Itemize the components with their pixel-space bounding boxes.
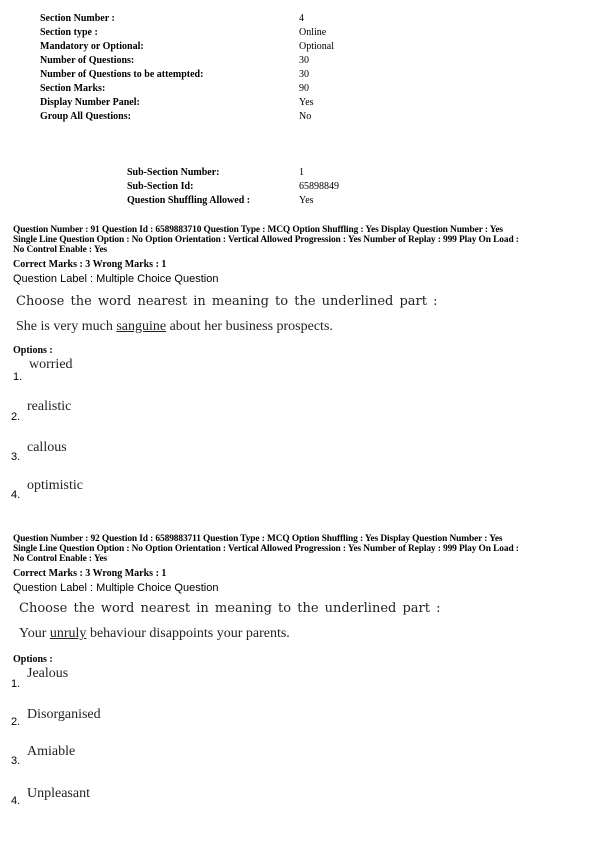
question-header-line: No Control Enable : Yes [13, 245, 108, 255]
group-all-value: No [299, 111, 312, 122]
option-number: 3. [11, 451, 21, 463]
sentence-text: behaviour disappoints your parents. [86, 626, 290, 641]
marks-info: Correct Marks : 3 Wrong Marks : 1 [13, 568, 167, 579]
option-number: 4. [11, 489, 21, 501]
option-text: callous [27, 440, 67, 455]
options-heading: Options : [13, 654, 53, 665]
option-text: realistic [27, 399, 72, 414]
num-questions-label: Number of Questions: [40, 55, 135, 66]
option-number: 4. [11, 795, 21, 807]
section-marks-value: 90 [299, 83, 309, 94]
shuffling-value: Yes [299, 195, 314, 206]
option-text: worried [29, 357, 73, 372]
underlined-word: unruly [49, 626, 87, 641]
display-panel-value: Yes [299, 97, 314, 108]
option-number: 1. [11, 678, 21, 690]
question-instruction: Choose the word nearest in meaning to the underlined part : [16, 294, 438, 309]
subsection-number-value: 1 [299, 167, 304, 178]
section-type-value: Online [299, 27, 327, 38]
question-header-line: Single Line Question Option : No Option Orientation : Vertical Allowed Progression : Yes Number of Replay : 999 Play On Load : [13, 544, 519, 554]
group-all-label: Group All Questions: [40, 111, 131, 122]
subsection-id-label: Sub-Section Id: [127, 181, 194, 192]
question-sentence [19, 625, 290, 642]
question-sentence [16, 318, 333, 335]
section-number-label: Section Number : [40, 13, 115, 24]
section-marks-label: Section Marks: [40, 83, 106, 94]
question-label: Question Label : Multiple Choice Question [13, 273, 219, 285]
question-instruction: Choose the word nearest in meaning to the underlined part : [19, 601, 441, 616]
sentence-text: about her business prospects. [166, 319, 333, 334]
subsection-number-label: Sub-Section Number: [127, 167, 220, 178]
num-attempt-value: 30 [299, 69, 309, 80]
option-text: Amiable [27, 744, 76, 759]
mandatory-label: Mandatory or Optional: [40, 41, 144, 52]
num-questions-value: 30 [299, 55, 309, 66]
option-number: 2. [11, 716, 21, 728]
question-header-line: No Control Enable : Yes [13, 554, 108, 564]
section-type-label: Section type : [40, 27, 98, 38]
option-text: Unpleasant [27, 786, 90, 801]
shuffling-label: Question Shuffling Allowed : [127, 195, 251, 206]
options-heading: Options : [13, 345, 53, 356]
option-number: 1. [13, 371, 23, 383]
option-text: optimistic [27, 478, 83, 493]
option-text: Disorganised [27, 707, 101, 722]
option-number: 2. [11, 411, 21, 423]
subsection-id-value: 65898849 [299, 181, 339, 192]
question-header-line: Single Line Question Option : No Option Orientation : Vertical Allowed Progression : Yes Number of Replay : 999 Play On Load : [13, 235, 519, 245]
question-header-line: Question Number : 92 Question Id : 6589883711 Question Type : MCQ Option Shuffling : Yes Display Question Number : Yes [13, 534, 503, 544]
mandatory-value: Optional [299, 41, 334, 52]
section-number-value: 4 [299, 13, 304, 24]
num-attempt-label: Number of Questions to be attempted: [40, 69, 204, 80]
display-panel-label: Display Number Panel: [40, 97, 140, 108]
underlined-word: sanguine [116, 319, 167, 334]
question-label: Question Label : Multiple Choice Question [13, 582, 219, 594]
sentence-text: She is very much [16, 319, 117, 334]
marks-info: Correct Marks : 3 Wrong Marks : 1 [13, 259, 167, 270]
question-header-line: Question Number : 91 Question Id : 6589883710 Question Type : MCQ Option Shuffling : Yes Display Question Number : Yes [13, 225, 503, 235]
option-number: 3. [11, 755, 21, 767]
sentence-text: Your [19, 626, 50, 641]
option-text: Jealous [27, 666, 69, 681]
